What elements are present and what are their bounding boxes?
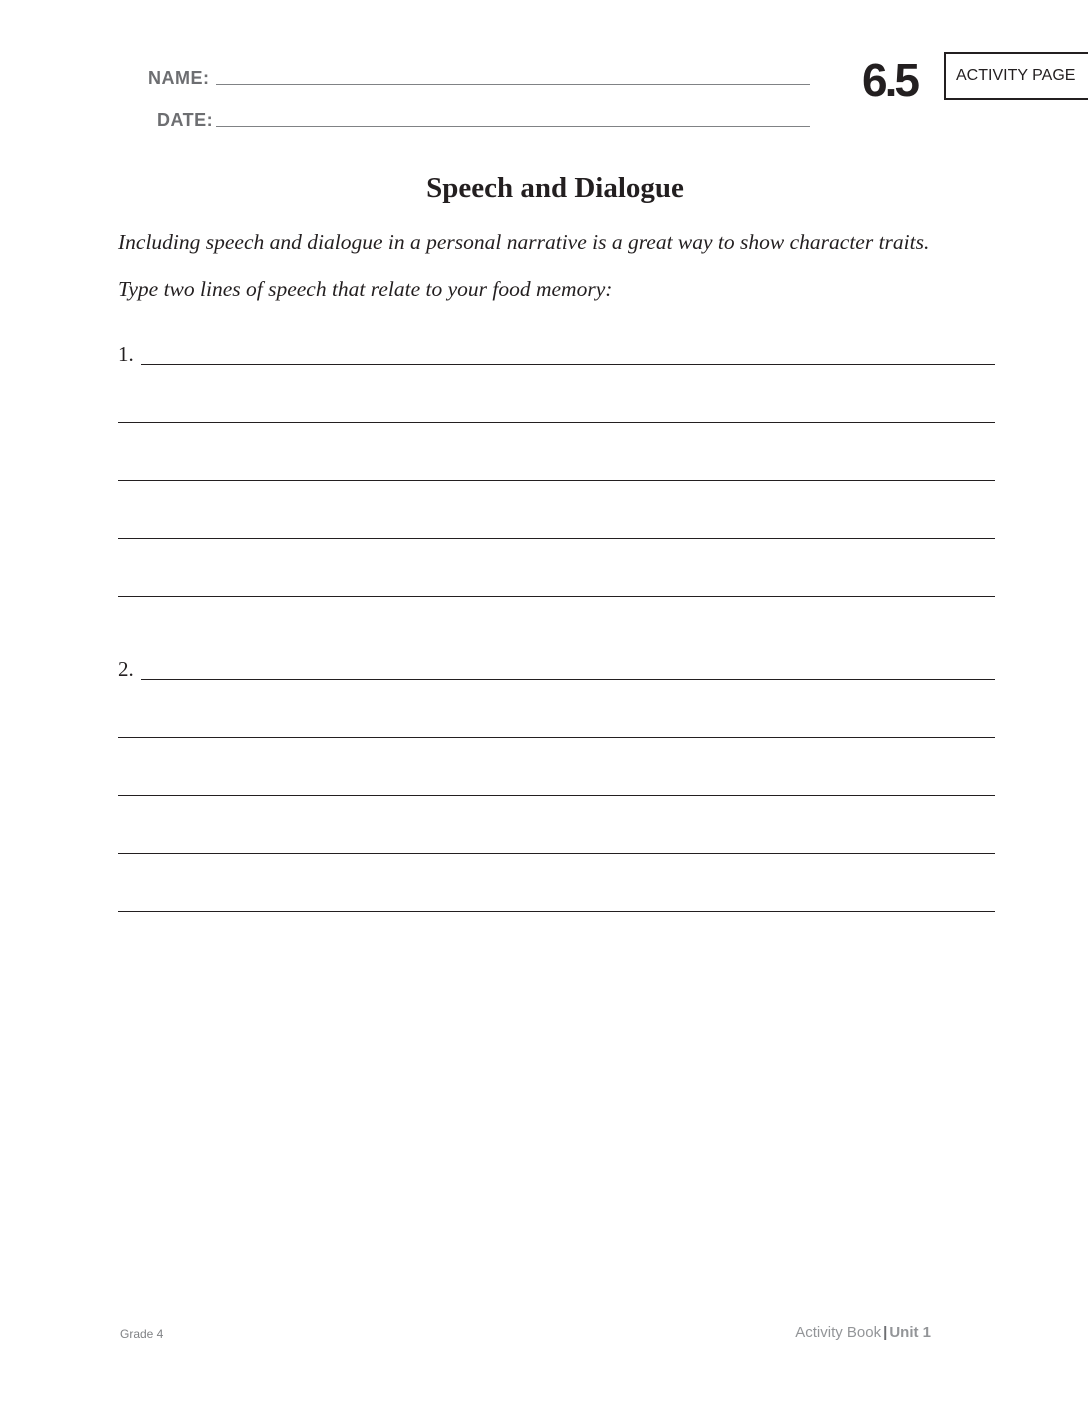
activity-page-label: ACTIVITY PAGE [956, 67, 1076, 84]
answer-line[interactable] [118, 795, 995, 796]
date-field[interactable] [216, 126, 810, 127]
activity-page-box [944, 52, 1088, 100]
answer-line[interactable] [118, 853, 995, 854]
answer-line[interactable] [118, 737, 995, 738]
answer-line[interactable] [118, 911, 995, 912]
instruction-prompt: Type two lines of speech that relate to your food memory: [118, 277, 613, 301]
activity-number: 6.5 [862, 54, 917, 106]
page-title: Speech and Dialogue [426, 172, 684, 204]
name-field[interactable] [216, 84, 810, 85]
instruction-text: Including speech and dialogue in a personal narrative is a great way to show character traits. [118, 230, 930, 254]
answer-line[interactable] [118, 480, 995, 481]
answer-line[interactable] [118, 596, 995, 597]
date-label: DATE: [157, 110, 214, 130]
footer-book-info [795, 1324, 931, 1341]
item-number: 2. [118, 657, 134, 681]
answer-line[interactable] [141, 679, 995, 680]
answer-line[interactable] [118, 538, 995, 539]
item-number: 1. [118, 342, 134, 366]
footer-separator: | [883, 1324, 888, 1341]
name-label: NAME: [148, 68, 210, 88]
answer-line[interactable] [141, 364, 995, 365]
footer-unit: Unit 1 [889, 1324, 931, 1341]
answer-line[interactable] [118, 422, 995, 423]
footer-grade: Grade 4 [120, 1327, 164, 1341]
footer-book: Activity Book [795, 1324, 882, 1341]
